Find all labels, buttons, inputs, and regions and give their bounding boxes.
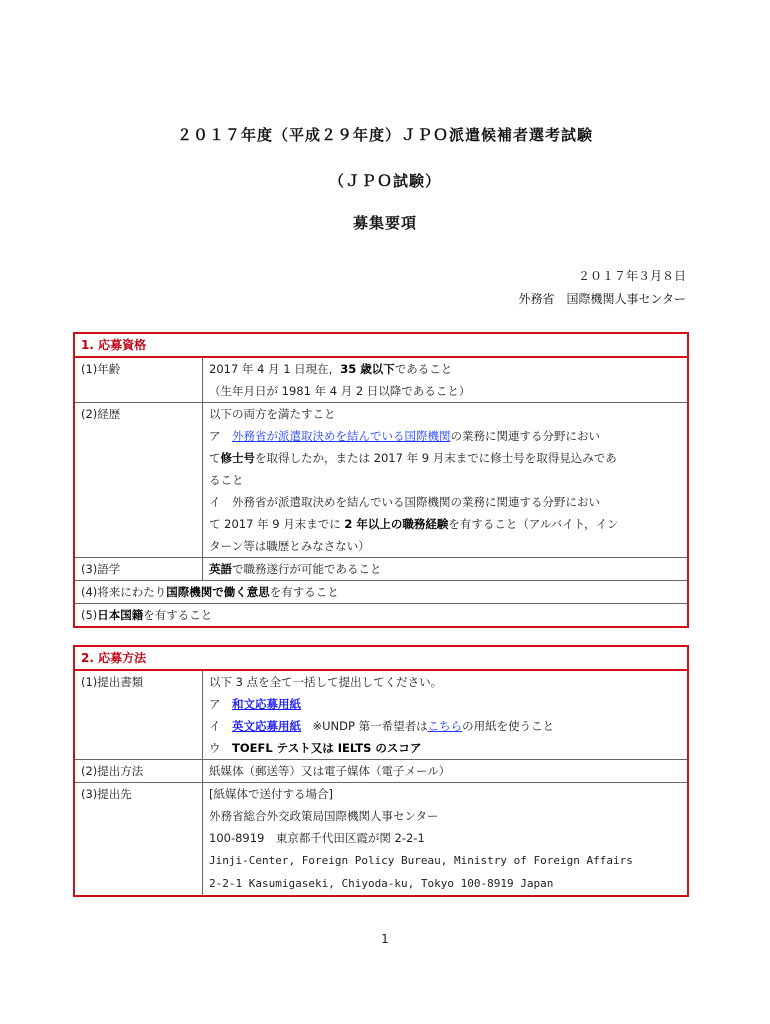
- row-content: [74, 604, 688, 628]
- section-heading: 2. 応募方法: [74, 646, 688, 670]
- text-segment: ア: [209, 697, 232, 711]
- text-segment: 紙媒体（郵送等）又は電子媒体（電子メール）: [209, 764, 451, 778]
- text-segment: TOEFL テスト又は IELTS のスコア: [232, 741, 422, 755]
- text-line: [209, 558, 681, 580]
- row-content: [203, 357, 689, 403]
- text-segment: イ 外務省が派遣取決めを結んでいる国際機関の業務に関連する分野におい: [209, 495, 600, 509]
- text-line: [209, 872, 681, 895]
- text-segment: を取得したか，または 2017 年 9 月末までに修士号を取得見込みであ: [255, 451, 617, 465]
- text-segment: 2017 年 4 月 1 日現在，: [209, 362, 341, 376]
- row-label: (3)語学: [74, 558, 203, 581]
- text-segment: ウ: [209, 741, 232, 755]
- row-content: [203, 558, 689, 581]
- text-segment: で職務遂行が可能であること: [232, 562, 382, 576]
- row-content: [203, 783, 689, 897]
- text-line: [209, 380, 681, 402]
- table-row: [74, 558, 688, 581]
- text-line: [209, 783, 681, 805]
- text-segment: イ: [209, 719, 232, 733]
- text-line: [209, 469, 681, 491]
- text-segment: Jinji-Center, Foreign Policy Bureau, Ministry of Foreign Affairs: [209, 854, 633, 867]
- text-line: [209, 425, 681, 447]
- text-line: [209, 447, 681, 469]
- text-segment: て 2017 年 9 月末までに: [209, 517, 345, 531]
- application-method-table: [73, 645, 689, 897]
- table-row: [74, 670, 688, 760]
- document-link[interactable]: 英文応募用紙: [232, 719, 301, 733]
- document-link[interactable]: 外務省が派遣取決めを結んでいる国際機関: [232, 429, 451, 443]
- text-segment: の用紙を使うこと: [462, 719, 555, 733]
- text-line: [209, 671, 681, 693]
- text-segment: 外務省総合外交政策局国際機関人事センター: [209, 809, 439, 823]
- table-row: [74, 783, 688, 897]
- text-line: [209, 693, 681, 715]
- section-heading: 1. 応募資格: [74, 333, 688, 357]
- text-segment: (5): [81, 608, 98, 622]
- page-number: 1: [381, 932, 389, 946]
- text-segment: であること: [394, 362, 453, 376]
- text-segment: 日本国籍: [97, 608, 144, 622]
- row-content: [203, 760, 689, 783]
- table-row: [74, 760, 688, 783]
- row-label: (1)提出書類: [74, 670, 203, 760]
- text-segment: 2 年以上の職務経験: [344, 517, 449, 531]
- text-line: [209, 403, 681, 425]
- document-link[interactable]: 和文応募用紙: [232, 697, 301, 711]
- text-line: [209, 737, 681, 759]
- row-content: [74, 581, 688, 604]
- document-title: ２０１７年度（平成２９年度）ＪＰＯ派遣候補者選考試験: [176, 126, 593, 144]
- text-line: [209, 805, 681, 827]
- row-label: (1)年齢: [74, 357, 203, 403]
- text-line: [209, 491, 681, 513]
- text-segment: (4)将来にわたり: [81, 585, 167, 599]
- text-segment: 修士号: [220, 451, 255, 465]
- row-content: [203, 670, 689, 760]
- text-segment: を有すること: [269, 585, 339, 599]
- text-segment: 以下 3 点を全て一括して提出してください。: [209, 675, 443, 689]
- text-segment: 国際機関で働く意思: [166, 585, 270, 599]
- eligibility-table: [73, 332, 689, 628]
- text-segment: て: [209, 451, 221, 465]
- text-segment: 以下の両方を満たすこと: [209, 407, 336, 421]
- text-segment: ターン等は職歴とみなさない）: [209, 539, 370, 553]
- text-segment: を有すること: [143, 608, 213, 622]
- text-line: [209, 849, 681, 872]
- row-label: (2)提出方法: [74, 760, 203, 783]
- text-segment: 英語: [209, 562, 232, 576]
- text-line: [209, 358, 681, 380]
- issue-date: ２０１７年３月８日: [577, 269, 686, 283]
- text-segment: の業務に関連する分野におい: [450, 429, 600, 443]
- document-link[interactable]: こちら: [427, 719, 463, 733]
- row-label: (3)提出先: [74, 783, 203, 897]
- document-subtitle: （ＪＰＯ試験）: [328, 172, 441, 190]
- text-segment: 35 歳以下: [340, 362, 395, 376]
- text-segment: を有すること（アルバイト，イン: [448, 517, 619, 531]
- text-segment: （生年月日が 1981 年 4 月 2 日以降であること）: [209, 384, 471, 398]
- table-row: [74, 357, 688, 403]
- text-line: [209, 760, 681, 782]
- table-row: [74, 581, 688, 604]
- text-line: [209, 827, 681, 849]
- table-row: [74, 604, 688, 628]
- text-line: [209, 513, 681, 535]
- text-line: [81, 604, 681, 626]
- text-segment: 2-2-1 Kasumigaseki, Chiyoda-ku, Tokyo 100-8919 Japan: [209, 877, 554, 890]
- document-heading: 募集要項: [352, 214, 417, 232]
- text-segment: ること: [209, 473, 244, 487]
- text-segment: ア: [209, 429, 232, 443]
- text-line: [209, 535, 681, 557]
- row-label: (2)経歴: [74, 403, 203, 558]
- text-line: [209, 715, 681, 737]
- text-segment: ※UNDP 第一希望者は: [301, 719, 428, 733]
- text-line: [81, 581, 681, 603]
- text-segment: 100-8919 東京都千代田区霞が関 2-2-1: [209, 831, 425, 845]
- text-segment: [紙媒体で送付する場合]: [209, 787, 333, 801]
- table-row: [74, 403, 688, 558]
- row-content: [203, 403, 689, 558]
- issuing-organization: 外務省 国際機関人事センター: [518, 292, 686, 306]
